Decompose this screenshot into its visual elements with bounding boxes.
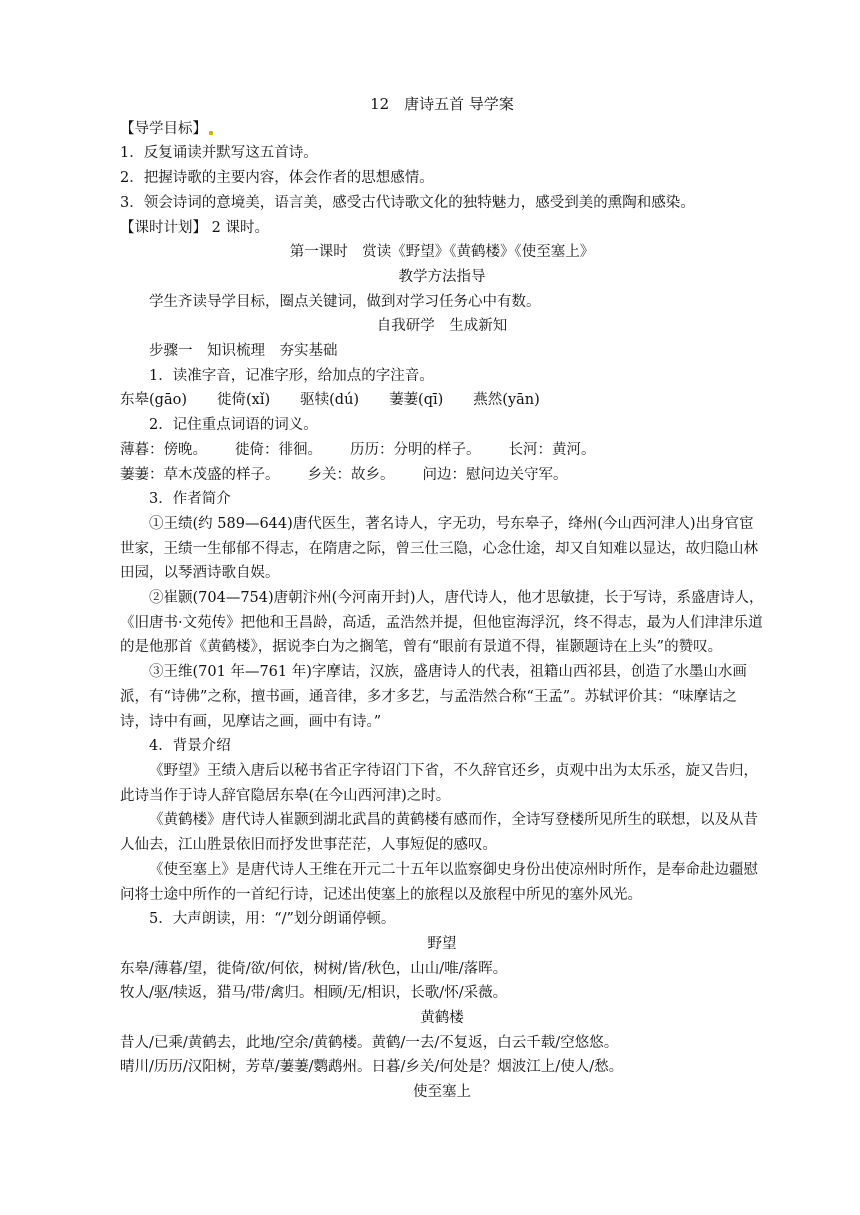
- poem1-line-2: 牧人/驱/犊返，猎马/带/禽归。相顾/无/相识，长歌/怀/采薇。: [120, 985, 508, 1002]
- pinyin-item: 燕然(yān): [473, 392, 540, 409]
- background-shizhisaishang: 《使至塞上》是唐代诗人王维在开元二十五年以监察御史身份出使凉州时所作，是奉命赴边疆慰问将士途中所作的一首纪行诗，记述出使塞上的旅程以及旅程中所见的塞外风光。: [120, 861, 758, 903]
- author-wangji: ①王绩(约 589—644)唐代医生，著名诗人，字无功，号东皋子，绛州(今山西河津人)出身官宦世家，王绩一生郁郁不得志，在隋唐之际，曾三仕三隐，心念仕途，却又自知难以显达，故归隐山林田园，以琴酒诗歌自娱。: [120, 515, 758, 582]
- background-yewang: 《野望》王绩入唐后以秘书省正字待诏门下省，不久辞官还乡，贞观中出为太乐丞，旋又告归，此诗当作于诗人辞官隐居东皋(在今山西河津)之时。: [120, 762, 758, 804]
- definition-row-1: [120, 438, 764, 463]
- poem3-title: 使至塞上: [413, 1084, 471, 1101]
- poem1-title: 野望: [427, 935, 457, 952]
- question-4: 4．背景介绍: [149, 738, 231, 755]
- poem2-title: 黄鹤楼: [420, 1010, 464, 1027]
- definition-item: 问边：慰问边关守军。: [422, 466, 568, 483]
- definition-item: 徙倚：徘徊。: [235, 441, 322, 458]
- definition-row-2: [120, 463, 764, 488]
- pinyin-item: 徙倚(xǐ): [216, 392, 271, 409]
- goal-2: 2．把握诗歌的主要内容，体会作者的思想感情。: [120, 170, 434, 187]
- poem2-line-1: 昔人/已乘/黄鹤去，此地/空余/黄鹤楼。黄鹤/一去/不复返，白云千载/空悠悠。: [120, 1034, 619, 1051]
- goal-heading: [120, 117, 764, 142]
- definition-item: 薄暮：傍晚。: [120, 441, 207, 458]
- method-text: 学生齐读导学目标，圈点关键词，做到对学习任务心中有数。: [149, 293, 541, 310]
- definition-item: 历历：分明的样子。: [350, 441, 481, 458]
- plan-line: 【课时计划】 2 课时。: [120, 219, 269, 236]
- goal-heading-text: 【导学目标】: [120, 120, 207, 137]
- pinyin-item: 驱犊(dú): [300, 392, 360, 409]
- poem1-line-1: 东皋/薄暮/望，徙倚/欲/何依，树树/皆/秋色，山山/唯/落晖。: [120, 960, 508, 977]
- poem2-line-2: 晴川/历历/汉阳树，芳草/萋萋/鹦鹉州。日暮/乡关/何处是？烟波江上/使人/愁。: [120, 1059, 624, 1076]
- doc-title: 12 唐诗五首 导学案: [370, 95, 514, 113]
- question-5: 5．大声朗读，用：“/”划分朗诵停顿。: [149, 911, 396, 928]
- lesson1-heading: 第一课时 赏读《野望》《黄鹤楼》《使至塞上》: [289, 244, 595, 261]
- question-2: 2．记住重点词语的词义。: [149, 417, 318, 434]
- definition-item: 乡关：故乡。: [307, 466, 395, 483]
- background-huanghelou: 《黄鹤楼》唐代诗人崔颢到湖北武昌的黄鹤楼有感而作，全诗写登楼所见所生的联想，以及从昔人仙去，江山胜景依旧而抒发世事茫茫，人事短促的感叹。: [120, 812, 758, 854]
- question-3: 3．作者简介: [149, 491, 231, 508]
- goal-3: 3．领会诗词的意境美，语言美，感受古代诗歌文化的独特魅力，感受到美的熏陶和感染。: [120, 194, 695, 211]
- step1-heading: 步骤一 知识梳理 夯实基础: [149, 343, 338, 360]
- author-cuihao: ②崔颢(704—754)唐朝汴州(今河南开封)人，唐代诗人，他才思敏捷，长于写诗，系盛唐诗人，《旧唐书·文苑传》把他和王昌龄，高适，孟浩然并提，但他宦海浮沉，终不得志，最为人们津津乐道的是他那首《黄鹤楼》，据说李白为之搁笔，曾有“眼前有景道不得，崔颢题诗在上头”的赞叹。: [120, 590, 764, 656]
- self-study-heading: 自我研学 生成新知: [376, 318, 508, 335]
- method-heading: 教学方法指导: [398, 268, 486, 285]
- pinyin-item: 萋萋(qī): [389, 392, 444, 409]
- pinyin-item: 东皋(gāo): [120, 392, 187, 409]
- highlight-mark: [209, 131, 213, 135]
- definition-item: 萋萋：草木茂盛的样子。: [120, 466, 280, 483]
- question-1: 1．读准字音，记准字形，给加点的字注音。: [149, 367, 434, 384]
- definition-item: 长河：黄河。: [508, 441, 596, 458]
- goal-1: 1．反复诵读并默写这五首诗。: [120, 145, 318, 162]
- pinyin-row: [120, 388, 764, 413]
- author-wangwei: ③王维(701 年—761 年)字摩诘，汉族，盛唐诗人的代表，祖籍山西祁县，创造了水墨山水画派，有“诗佛”之称，擅书画，通音律，多才多艺，与孟浩然合称“王孟”。苏轼评价其：“味摩诘之诗，诗中有画，见摩诘之画，画中有诗。”: [120, 664, 747, 730]
